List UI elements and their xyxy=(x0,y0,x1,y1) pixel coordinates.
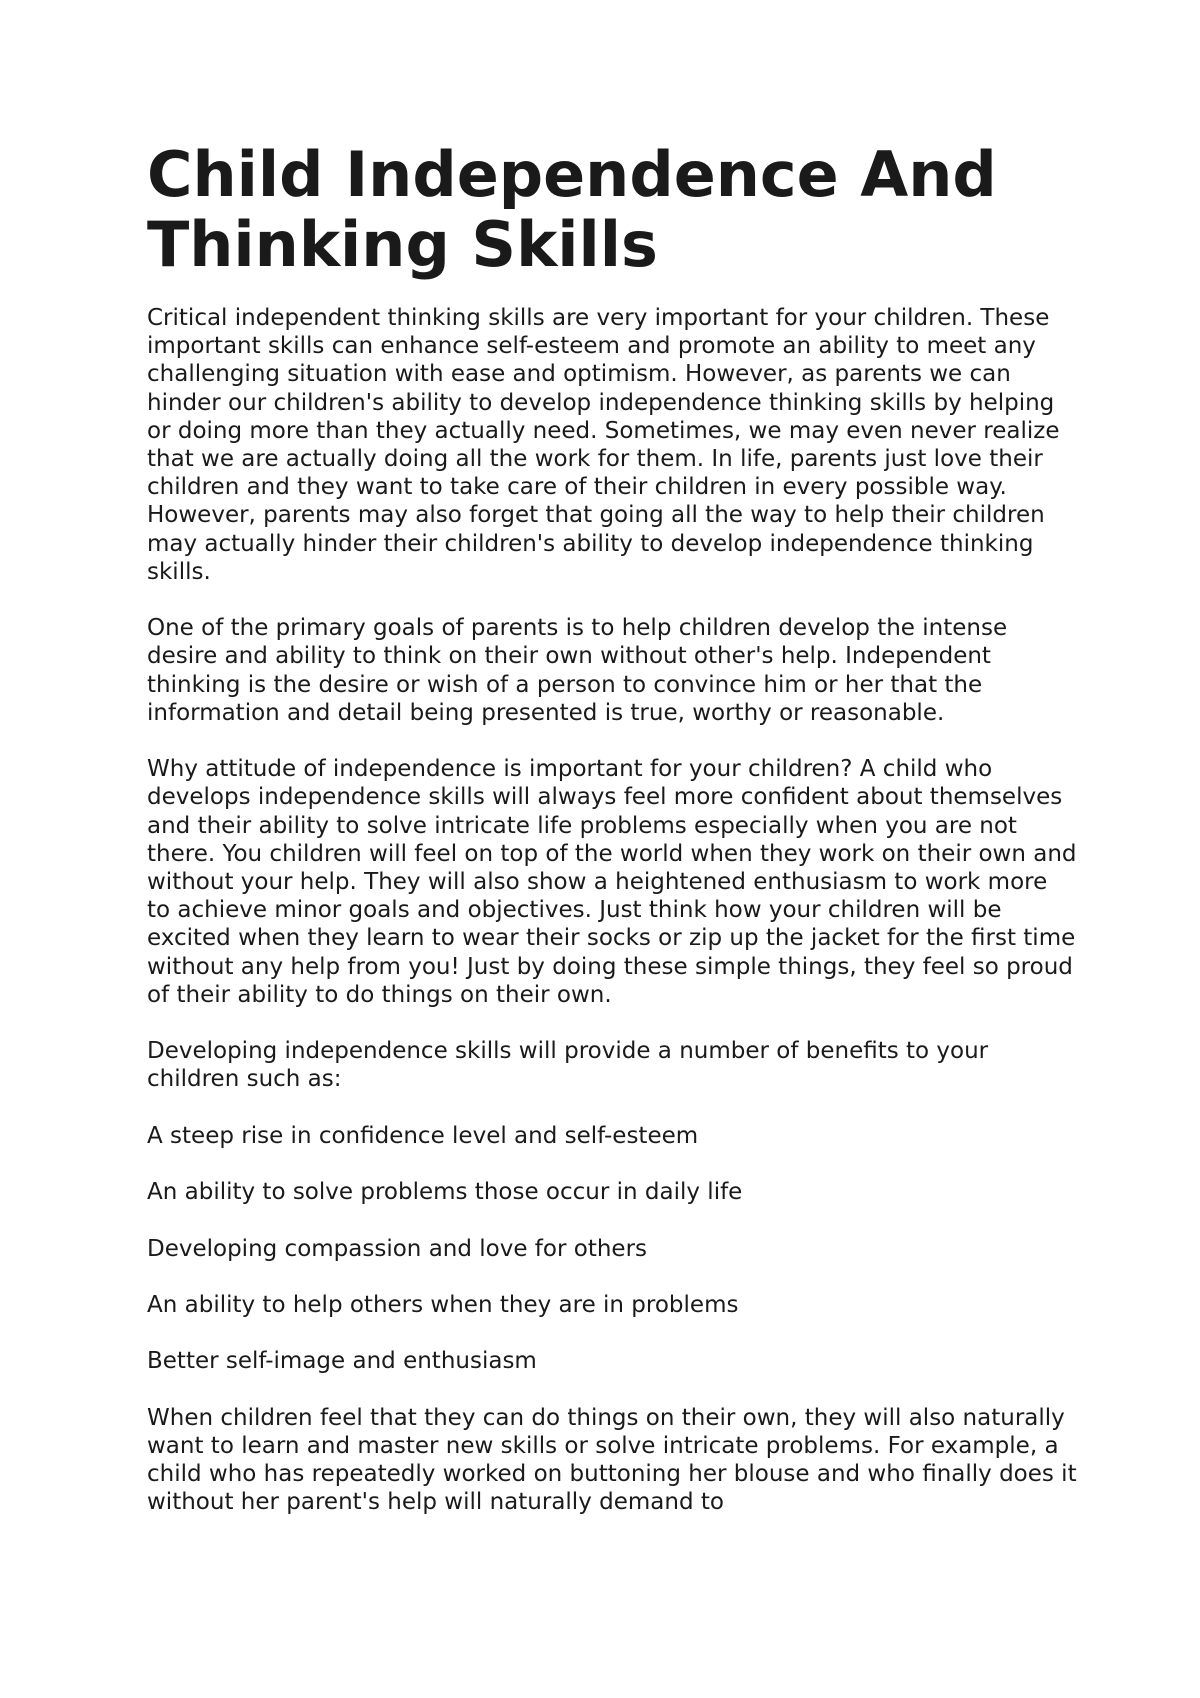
benefit-item-compassion: Developing compassion and love for others xyxy=(147,1235,648,1262)
document-body xyxy=(147,140,1077,1545)
benefit-item-problem-solving: An ability to solve problems those occur in daily life xyxy=(147,1179,743,1206)
paragraph-benefits-intro: Developing independence skills will provide a number of benefits to your children such as: xyxy=(147,1038,989,1093)
benefit-item-confidence: A steep rise in confidence level and self-esteem xyxy=(147,1122,699,1149)
document-title: Child Independence And Thinking Skills xyxy=(147,138,997,281)
paragraph-why-independence: Why attitude of independence is important for your children? A child who develops independence skills will always feel more confident about themselves and their ability to solve intricate life problems especially when you are not there. You children will feel on top of the world when they work on their own and without your help. They will also show a heightened enthusiasm to work more to achieve minor goals and objectives. Just think how your children will be excited when they learn to wear their socks or zip up the jacket for the first time without any help from you! Just by doing these simple things, they feel so proud of their ability to do things on their own. xyxy=(147,756,1077,1008)
paragraph-mastery: When children feel that they can do things on their own, they will also naturally want to learn and master new skills or solve intricate problems. For example, a child who has repeatedly worked on buttoning her blouse and who finally does it without her parent's help will naturally demand to xyxy=(147,1404,1077,1516)
benefit-item-helping-others: An ability to help others when they are in problems xyxy=(147,1292,739,1318)
paragraph-intro: Critical independent thinking skills are very important for your children. These important skills can enhance self-esteem and promote an ability to meet any challenging situation with ease and optimism. However, as parents we can hinder our children's ability to develop independence thinking skills by helping or doing more than they actually need. Sometimes, we may even never realize that we are actually doing all the work for them. In life, parents just love their children and they want to take care of their children in every possible way. However, parents may also forget that going all the way to help their children may actually hinder their children's ability to develop independence thinking skills. xyxy=(147,305,1060,585)
benefit-item-self-image: Better self-image and enthusiasm xyxy=(147,1348,537,1375)
paragraph-goals: One of the primary goals of parents is to help children develop the intense desire and ability to think on their own without other's help. Independent thinking is the desire or wish of a person to convince him or her that the information and detail being presented is true, worthy or reasonable. xyxy=(147,615,1008,726)
